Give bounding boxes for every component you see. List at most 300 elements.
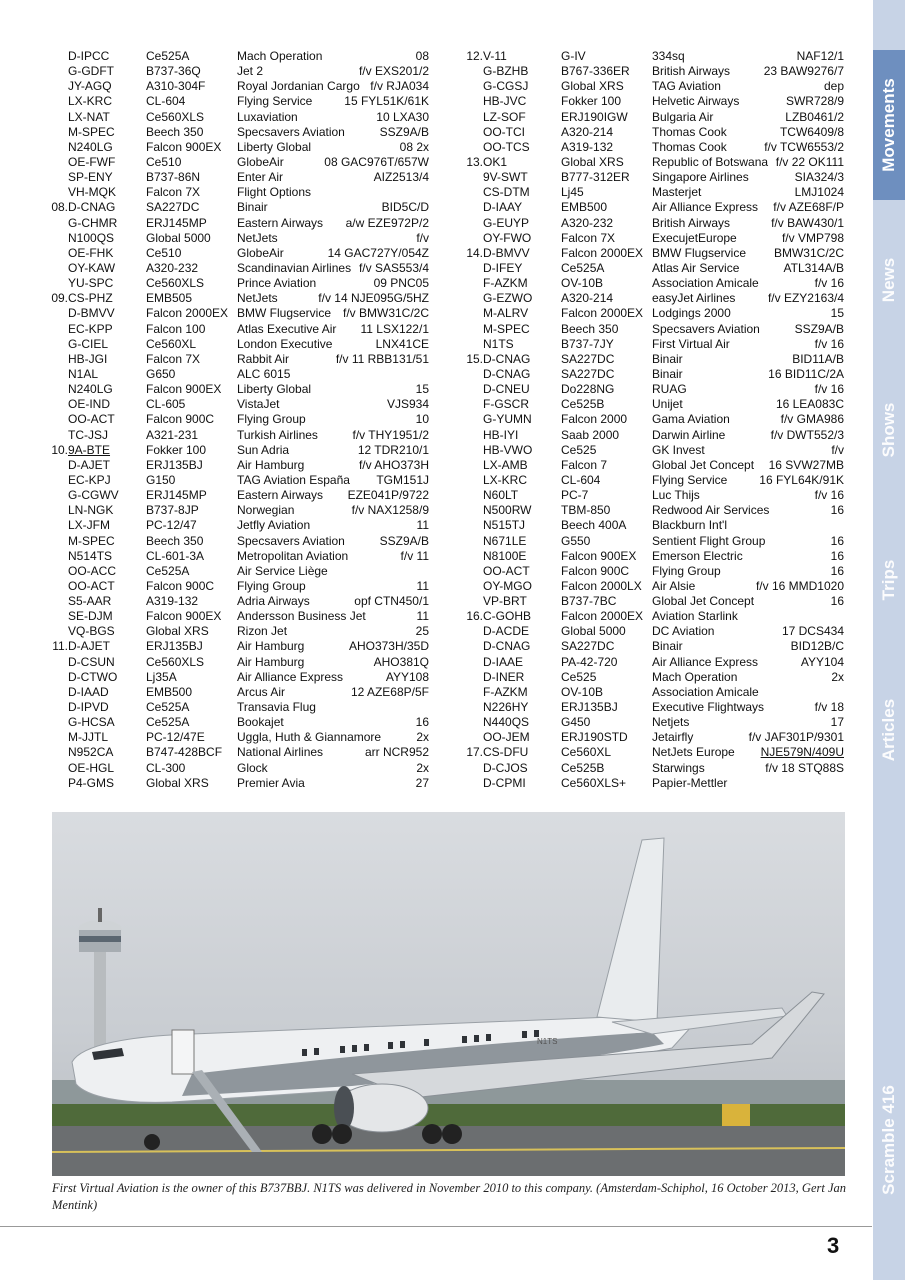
movement-aircraft-type: Ce560XLS xyxy=(146,654,205,669)
movement-aircraft-type: Fokker 100 xyxy=(561,94,622,109)
movement-operator: Flying Group xyxy=(652,563,721,578)
movement-note: f/v BMW31C/2C xyxy=(342,306,429,321)
movement-operator: Liberty Global xyxy=(237,139,312,154)
tab-shows[interactable] xyxy=(873,355,905,505)
movement-registration: EC-KPJ xyxy=(68,472,111,487)
movement-registration: N226HY xyxy=(483,700,529,715)
movement-operator: Liberty Global xyxy=(237,382,312,397)
tab-label: Scramble 416 xyxy=(879,1085,898,1195)
movement-note: 11 xyxy=(416,578,429,593)
movement-operator: Global Jet Concept xyxy=(652,594,755,609)
movement-aircraft-type: G550 xyxy=(561,533,591,548)
movement-registration: C-GOHB xyxy=(483,609,531,624)
movement-operator: BMW Flugservice xyxy=(237,306,332,321)
movement-note: BID12B/C xyxy=(790,639,844,654)
movement-registration: F-AZKM xyxy=(483,684,528,699)
movement-operator: ExecujetEurope xyxy=(652,230,737,245)
movement-row xyxy=(465,170,847,185)
movement-note: f/v 14 NJE095G/5HZ xyxy=(318,291,429,306)
movement-note: NJE579N/409U xyxy=(760,745,844,760)
movement-note: NAF12/1 xyxy=(796,49,844,63)
movement-note: 10 LXA30 xyxy=(376,109,429,124)
movement-row xyxy=(465,49,847,64)
movement-operator: Eastern Airways xyxy=(237,215,324,230)
movement-note: AHO381Q xyxy=(373,654,429,669)
movement-note: 11 xyxy=(416,518,429,533)
movement-operator: Specsavers Aviation xyxy=(652,321,760,336)
movement-registration: D-AJET xyxy=(68,457,110,472)
movement-row xyxy=(50,685,432,700)
movement-day: 11. xyxy=(52,639,68,654)
movement-row xyxy=(50,125,432,140)
movement-row xyxy=(50,306,432,321)
movement-note: f/v VMP798 xyxy=(781,230,844,245)
movement-registration: M-SPEC xyxy=(483,321,530,336)
movement-operator: Andersson Business Jet xyxy=(237,609,366,624)
movement-registration: SE-DJM xyxy=(68,609,113,624)
movement-row xyxy=(50,534,432,549)
movement-registration: OY-KAW xyxy=(68,260,116,275)
movement-registration: VP-BRT xyxy=(483,594,527,609)
movement-row xyxy=(50,140,432,155)
movement-operator: Rizon Jet xyxy=(237,624,288,639)
movement-operator: GlobeAir xyxy=(237,154,284,169)
movement-aircraft-type: Ce525 xyxy=(561,442,597,457)
movement-aircraft-type: B747-428BCF xyxy=(146,745,223,760)
movement-row xyxy=(465,200,847,215)
movement-registration: N515TJ xyxy=(483,518,526,533)
movement-registration: N8100E xyxy=(483,548,527,563)
movement-note: f/v 16 MMD1020 xyxy=(755,578,844,593)
movement-row xyxy=(465,140,847,155)
movement-registration: D-IFEY xyxy=(483,260,523,275)
movement-row xyxy=(50,246,432,261)
movement-day: 10. xyxy=(51,442,68,457)
tab-movements[interactable] xyxy=(873,50,905,200)
movement-aircraft-type: A320-214 xyxy=(561,291,614,306)
movement-aircraft-type: Ce510 xyxy=(146,154,182,169)
movement-registration: D-CNAG xyxy=(68,200,116,215)
movement-aircraft-type: EMB505 xyxy=(146,291,193,306)
movement-aircraft-type: CL-601-3A xyxy=(146,548,205,563)
movement-operator: Sentient Flight Group xyxy=(652,533,766,548)
movement-note: LZB0461/2 xyxy=(785,109,844,124)
movement-aircraft-type: PA-42-720 xyxy=(561,654,618,669)
movement-row xyxy=(50,170,432,185)
movement-aircraft-type: B737-7JY xyxy=(561,336,614,351)
movement-row xyxy=(465,685,847,700)
movement-note: dep xyxy=(823,79,844,94)
movement-aircraft-type: Falcon 2000LX xyxy=(561,578,642,593)
movement-registration: G-GDFT xyxy=(68,64,114,79)
movement-operator: Republic of Botswana xyxy=(652,154,769,169)
movement-note: AHO373H/35D xyxy=(348,639,429,654)
movement-row xyxy=(50,639,432,654)
page-number: 3 xyxy=(827,1233,840,1258)
movement-operator: Darwin Airline xyxy=(652,427,726,442)
movement-registration: F-AZKM xyxy=(483,276,528,291)
movement-note: TCW6409/8 xyxy=(779,124,844,139)
movement-operator: Singapore Airlines xyxy=(652,170,749,185)
movement-row xyxy=(465,412,847,427)
movement-day: 09. xyxy=(51,291,68,306)
movement-operator: Luc Thijs xyxy=(652,488,700,503)
movement-registration: G-BZHB xyxy=(483,64,529,79)
movement-row xyxy=(465,276,847,291)
movement-note: f/v SAS553/4 xyxy=(358,260,429,275)
movement-operator: GK Invest xyxy=(652,442,705,457)
movement-aircraft-type: Ce525A xyxy=(561,260,605,275)
movement-note: f/v 11 xyxy=(400,548,429,563)
movement-registration: D-BMVV xyxy=(68,306,115,321)
movement-aircraft-type: Ce525B xyxy=(561,760,605,775)
movement-row xyxy=(50,397,432,412)
movement-note: f/v AZE68F/P xyxy=(773,200,844,215)
movement-note: 17 xyxy=(830,715,844,730)
movement-note: f/v xyxy=(416,230,429,245)
movement-operator: London Executive xyxy=(237,336,333,351)
movement-row xyxy=(50,761,432,776)
movement-aircraft-type: Do228NG xyxy=(561,382,615,397)
movement-day: 17. xyxy=(466,745,483,760)
movement-aircraft-type: ERJ135BJ xyxy=(146,457,203,472)
movement-registration: G-YUMN xyxy=(483,412,532,427)
movement-operator: Air Alliance Express xyxy=(652,654,759,669)
movement-row xyxy=(50,428,432,443)
movement-row xyxy=(465,730,847,745)
movement-row xyxy=(50,564,432,579)
movement-row xyxy=(465,231,847,246)
movement-aircraft-type: Global XRS xyxy=(561,79,624,94)
movement-aircraft-type: Beech 350 xyxy=(561,321,619,336)
movement-row xyxy=(465,261,847,276)
movement-day: 14. xyxy=(466,245,483,260)
movement-registration: N671LE xyxy=(483,533,527,548)
movement-operator: Emerson Electric xyxy=(652,548,743,563)
movement-registration: LX-JFM xyxy=(68,518,110,533)
movement-note: 15 xyxy=(415,382,429,397)
movement-aircraft-type: Falcon 100 xyxy=(146,321,206,336)
movement-note: f/v 16 xyxy=(814,382,844,397)
movement-operator: Binair xyxy=(652,639,683,654)
movement-aircraft-type: Ce560XLS xyxy=(146,276,205,291)
movement-operator: Thomas Cook xyxy=(652,139,727,154)
movement-row xyxy=(465,700,847,715)
movement-day: 12. xyxy=(466,49,483,63)
movement-row xyxy=(465,503,847,518)
movement-row xyxy=(465,322,847,337)
movement-note: 16 xyxy=(830,533,844,548)
movement-note: VJS934 xyxy=(386,397,429,412)
movement-note: f/v AHO373H xyxy=(358,457,429,472)
movement-note: 16 xyxy=(830,503,844,518)
movement-note: SSZ9A/B xyxy=(794,321,844,336)
movement-operator: Flying Service xyxy=(652,472,728,487)
movement-row xyxy=(465,382,847,397)
movement-row xyxy=(465,655,847,670)
movement-row xyxy=(50,322,432,337)
movement-row xyxy=(50,110,432,125)
movement-row xyxy=(465,79,847,94)
movement-registration: M-SPEC xyxy=(68,533,115,548)
movement-note: EZE041P/9722 xyxy=(347,488,429,503)
movement-registration: D-CJOS xyxy=(483,760,528,775)
movement-operator: Air Service Liège xyxy=(237,563,328,578)
movement-note: 16 SVW27MB xyxy=(768,457,844,472)
movement-registration: V-11 xyxy=(483,49,507,63)
movement-operator: Air Alsie xyxy=(652,578,696,593)
movement-operator: Premier Avia xyxy=(237,775,305,790)
movement-aircraft-type: G650 xyxy=(146,366,176,381)
movement-note: f/v TCW6553/2 xyxy=(764,139,844,154)
movement-aircraft-type: EMB500 xyxy=(561,200,608,215)
movement-registration: OO-ACT xyxy=(68,578,115,593)
movement-row xyxy=(465,397,847,412)
movement-registration: M-SPEC xyxy=(68,124,115,139)
movement-day: 16. xyxy=(466,609,483,624)
movement-aircraft-type: Falcon 7 xyxy=(561,457,608,472)
movement-aircraft-type: B737-7BC xyxy=(561,594,617,609)
movement-aircraft-type: Beech 350 xyxy=(146,533,204,548)
movement-aircraft-type: Falcon 7X xyxy=(146,351,201,366)
tab-label: Articles xyxy=(879,698,898,762)
movement-row xyxy=(50,382,432,397)
movement-aircraft-type: Ce560XL xyxy=(561,745,612,760)
movement-aircraft-type: Fokker 100 xyxy=(146,442,207,457)
movement-operator: Redwood Air Services xyxy=(652,503,770,518)
movement-registration: SP-ENY xyxy=(68,170,113,185)
movement-note: 08 xyxy=(415,49,429,63)
movement-registration: CS-DTM xyxy=(483,185,530,200)
movement-aircraft-type: Falcon 900EX xyxy=(146,382,222,397)
movement-row xyxy=(50,655,432,670)
movement-row xyxy=(50,49,432,64)
movement-row xyxy=(50,216,432,231)
movement-row xyxy=(465,594,847,609)
movement-row xyxy=(50,352,432,367)
movement-note: f/v 18 STQ88S xyxy=(765,760,844,775)
movement-day: 13. xyxy=(466,154,483,169)
movement-note: 25 xyxy=(415,624,429,639)
movement-note: 08 2x xyxy=(399,139,429,154)
movement-note: 2x xyxy=(416,760,429,775)
movement-registration: EC-KPP xyxy=(68,321,113,336)
movement-registration: CS-DFU xyxy=(483,745,529,760)
movement-operator: Uggla, Huth & Giannamore xyxy=(237,730,382,745)
movement-registration: OE-FHK xyxy=(68,245,114,260)
movement-registration: G-CGWV xyxy=(68,488,119,503)
movement-note: 16 xyxy=(415,715,429,730)
movement-note: 16 LEA083C xyxy=(775,397,844,412)
movement-row xyxy=(465,534,847,549)
movement-registration: N1AL xyxy=(68,366,99,381)
movement-aircraft-type: Falcon 7X xyxy=(561,230,616,245)
movement-registration: D-IPCC xyxy=(68,49,110,63)
movement-note: 14 GAC727Y/054Z xyxy=(327,245,429,260)
movement-operator: Air Hamburg xyxy=(237,654,305,669)
movement-note: 12 AZE68P/5F xyxy=(350,684,429,699)
movement-registration: LZ-SOF xyxy=(483,109,526,124)
movement-operator: VistaJet xyxy=(237,397,280,412)
movement-operator: easyJet Airlines xyxy=(652,291,736,306)
movement-note: 10 xyxy=(415,412,429,427)
movement-row xyxy=(465,337,847,352)
movement-aircraft-type: OV-10B xyxy=(561,276,604,291)
movement-operator: BMW Flugservice xyxy=(652,245,747,260)
movement-registration: D-ACDE xyxy=(483,624,530,639)
movement-registration: N440QS xyxy=(483,715,530,730)
movement-note: f/v DWT552/3 xyxy=(770,427,844,442)
movement-operator: Jetfly Aviation xyxy=(237,518,311,533)
movement-registration: YU-SPC xyxy=(68,276,114,291)
movement-aircraft-type: A319-132 xyxy=(561,139,614,154)
movement-note: 15 xyxy=(830,306,844,321)
movement-operator: Aviation Starlink xyxy=(652,609,738,624)
movement-registration: G-CIEL xyxy=(68,336,109,351)
movement-registration: D-CTWO xyxy=(68,669,118,684)
movement-row xyxy=(465,443,847,458)
movement-registration: P4-GMS xyxy=(68,775,115,790)
movement-note: SWR728/9 xyxy=(785,94,844,109)
movement-row xyxy=(50,94,432,109)
movement-operator: Atlas Executive Air xyxy=(237,321,337,336)
movement-aircraft-type: ERJ145MP xyxy=(146,488,207,503)
movement-registration: OO-JEM xyxy=(483,730,530,745)
movement-row xyxy=(465,216,847,231)
movement-note: f/v JAF301P/9301 xyxy=(748,730,844,745)
movement-operator: Gama Aviation xyxy=(652,412,730,427)
movement-note: BID11A/B xyxy=(792,351,844,366)
tab-issue[interactable] xyxy=(873,1055,905,1225)
movement-note: 16 FYL64K/91K xyxy=(759,472,844,487)
movement-note: 11 LSX122/1 xyxy=(360,321,429,336)
movement-registration: LN-NGK xyxy=(68,503,114,518)
movement-aircraft-type: Ce560XLS xyxy=(146,109,205,124)
movement-aircraft-type: Falcon 900C xyxy=(146,578,215,593)
movement-operator: Turkish Airlines xyxy=(237,427,318,442)
movement-aircraft-type: Global XRS xyxy=(561,154,624,169)
tab-articles[interactable] xyxy=(873,655,905,805)
movement-note: SIA324/3 xyxy=(794,170,844,185)
movement-note: f/v 16 xyxy=(814,336,844,351)
movement-registration: N500RW xyxy=(483,503,532,518)
movement-operator: Unijet xyxy=(652,397,683,412)
movement-note: LNX41CE xyxy=(375,336,429,351)
movement-note: 2x xyxy=(831,669,844,684)
movement-note: f/v 16 xyxy=(814,276,844,291)
movement-aircraft-type: B777-312ER xyxy=(561,170,630,185)
movement-note: f/v THY1951/2 xyxy=(352,427,429,442)
movement-aircraft-type: A310-304F xyxy=(146,79,206,94)
movement-note: BID5C/D xyxy=(381,200,429,215)
movement-registration: LX-KRC xyxy=(483,472,528,487)
tab-news[interactable] xyxy=(873,205,905,355)
movement-aircraft-type: B737-8JP xyxy=(146,503,199,518)
movement-aircraft-type: Ce525A xyxy=(146,563,190,578)
movement-aircraft-type: Global 5000 xyxy=(561,624,626,639)
movement-note: AYY108 xyxy=(385,669,429,684)
movement-row xyxy=(50,276,432,291)
movement-aircraft-type: Lj35A xyxy=(146,669,177,684)
movement-operator: Norwegian xyxy=(237,503,295,518)
movement-row xyxy=(465,488,847,503)
movement-registration: HB-IYI xyxy=(483,427,519,442)
tab-trips[interactable] xyxy=(873,505,905,655)
movement-aircraft-type: Ce525B xyxy=(561,397,605,412)
movement-operator: Sun Adria xyxy=(237,442,290,457)
movement-operator: NetJets xyxy=(237,230,278,245)
movement-registration: D-INER xyxy=(483,669,525,684)
movement-aircraft-type: CL-604 xyxy=(146,94,186,109)
movement-note: f/v RJA034 xyxy=(370,79,429,94)
movement-operator: Masterjet xyxy=(652,185,702,200)
movement-registration: N952CA xyxy=(68,745,114,760)
tab-label: Shows xyxy=(879,402,898,458)
movement-operator: Eastern Airways xyxy=(237,488,324,503)
movement-operator: Flight Options xyxy=(237,185,312,200)
movement-aircraft-type: PC-7 xyxy=(561,488,589,503)
movement-aircraft-type: ERJ145MP xyxy=(146,215,207,230)
movement-registration: OY-FWO xyxy=(483,230,532,245)
movement-registration: D-IAAY xyxy=(483,200,523,215)
movement-operator: Helvetic Airways xyxy=(652,94,740,109)
movement-registration: OE-HGL xyxy=(68,760,115,775)
movement-registration: G-CHMR xyxy=(68,215,118,230)
movement-registration: G-CGSJ xyxy=(483,79,529,94)
movement-registration: OO-ACC xyxy=(68,563,116,578)
aircraft-registration: N1TS xyxy=(537,1037,558,1046)
movement-aircraft-type: Ce560XLS+ xyxy=(561,775,627,790)
movement-registration: D-CNAG xyxy=(483,366,531,381)
movement-operator: Binair xyxy=(237,200,268,215)
movement-note: 27 xyxy=(415,775,429,790)
movement-aircraft-type: ERJ135BJ xyxy=(561,700,618,715)
movement-row xyxy=(465,518,847,533)
movement-operator: Executive Flightways xyxy=(652,700,765,715)
movement-operator: Scandinavian Airlines xyxy=(237,260,352,275)
movement-row xyxy=(50,745,432,760)
movement-row xyxy=(465,776,847,791)
movement-registration: OY-MGO xyxy=(483,578,532,593)
movement-note: 16 BID11C/2A xyxy=(768,366,844,381)
movement-registration: D-IPVD xyxy=(68,700,109,715)
movement-day: 08. xyxy=(51,200,68,215)
movement-aircraft-type: Falcon 900EX xyxy=(146,609,222,624)
movement-operator: NetJets xyxy=(237,291,278,306)
movement-registration: HB-JGI xyxy=(68,351,108,366)
movement-aircraft-type: ERJ190STD xyxy=(561,730,628,745)
movement-operator: GlobeAir xyxy=(237,245,284,260)
movement-row xyxy=(465,110,847,125)
movement-note: 16 xyxy=(830,563,844,578)
movement-registration: D-IAAD xyxy=(68,684,109,699)
movement-aircraft-type: Beech 350 xyxy=(146,124,204,139)
movement-note: 08 GAC976T/657W xyxy=(324,154,429,169)
movement-aircraft-type: G-IV xyxy=(561,49,586,63)
movement-registration: D-CNEU xyxy=(483,382,530,397)
movement-row xyxy=(465,579,847,594)
movement-row xyxy=(50,155,432,170)
movement-aircraft-type: Falcon 900EX xyxy=(561,548,637,563)
movement-row xyxy=(50,700,432,715)
movement-row xyxy=(465,367,847,382)
movement-row xyxy=(50,337,432,352)
movement-aircraft-type: SA227DC xyxy=(561,366,615,381)
movement-row xyxy=(50,670,432,685)
movement-aircraft-type: B737-36Q xyxy=(146,64,201,79)
movement-note: f/v 11 RBB131/51 xyxy=(335,351,429,366)
movement-aircraft-type: SA227DC xyxy=(146,200,200,215)
